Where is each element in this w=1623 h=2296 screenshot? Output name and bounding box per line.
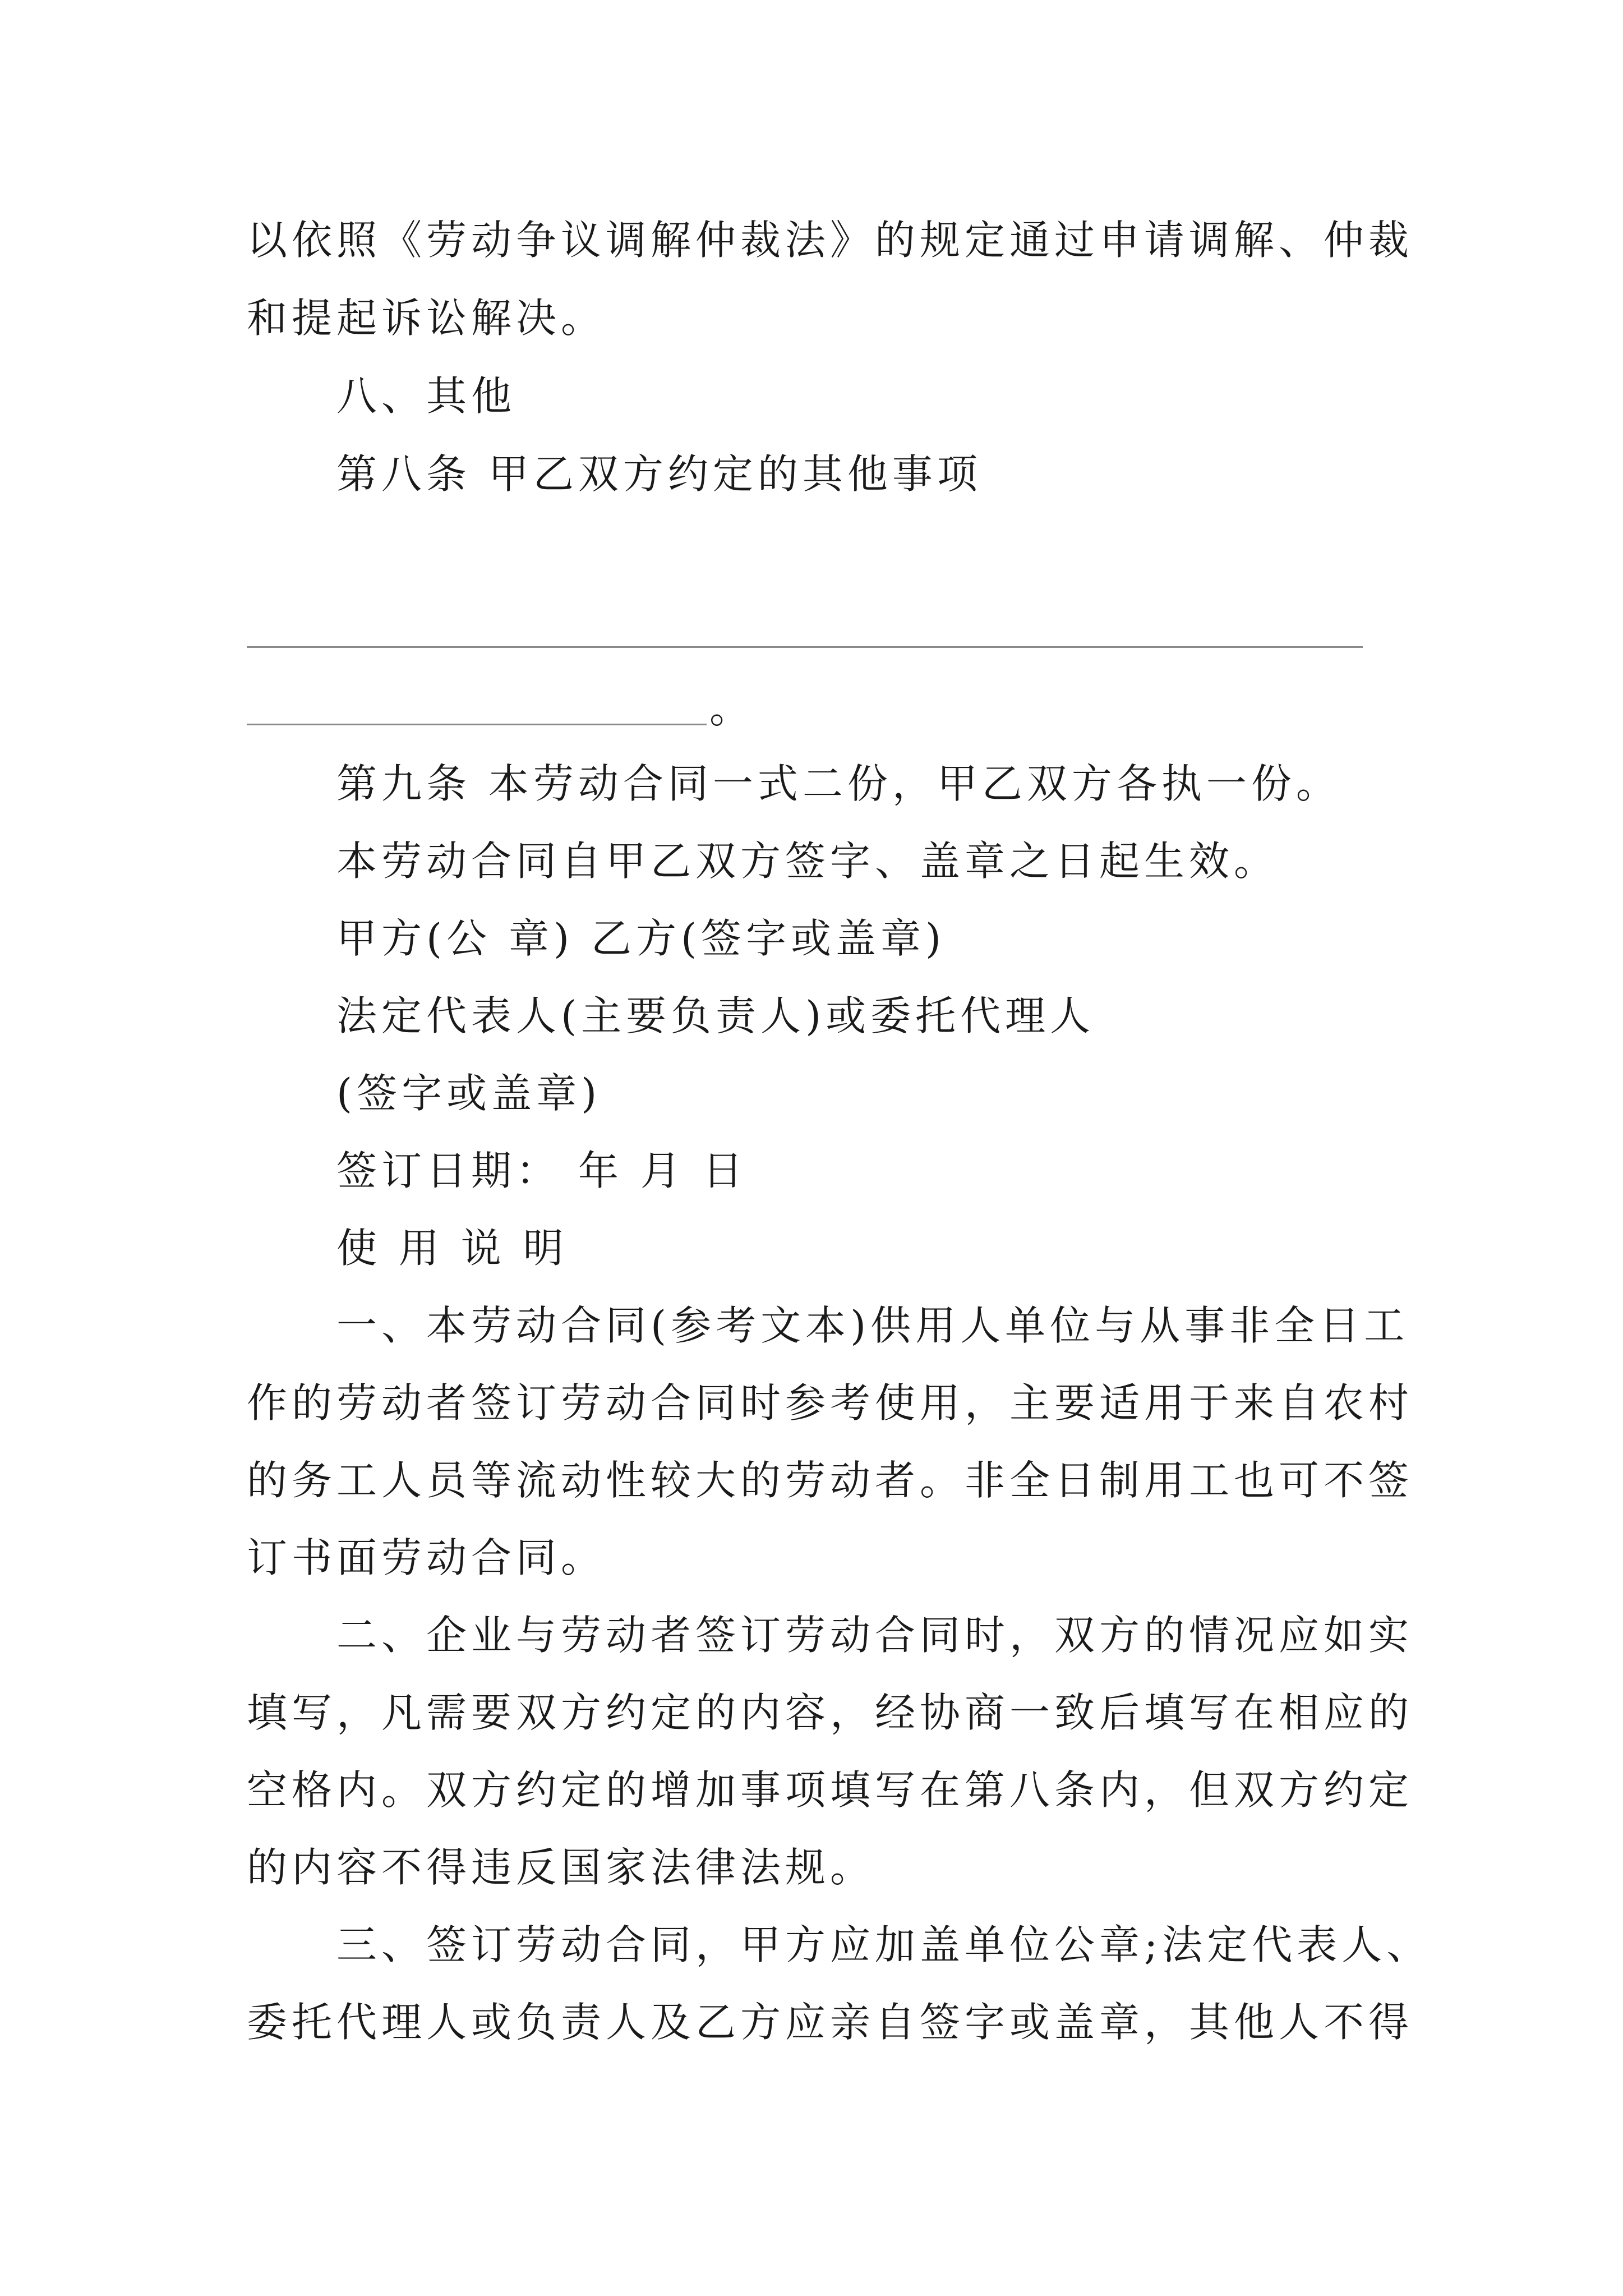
- paragraph-line: 的务工人员等流动性较大的劳动者。非全日制用工也可不签: [247, 1457, 1414, 1504]
- paragraph-line: 三、签订劳动合同，甲方应加盖单位公章;法定代表人、: [336, 1921, 1432, 1968]
- paragraph-line: 以依照《劳动争议调解仲裁法》的规定通过申请调解、仲裁: [247, 217, 1414, 264]
- signing-date-line: 签订日期： 年 月 日: [336, 1147, 748, 1194]
- blank-fill-line: [247, 646, 1363, 648]
- fill-line-period: 。: [709, 685, 750, 732]
- section-heading: 八、其他: [336, 372, 517, 420]
- paragraph-line: 空格内。双方约定的增加事项填写在第八条内，但双方约定: [247, 1766, 1414, 1814]
- paragraph-line: 和提起诉讼解决。: [247, 295, 606, 342]
- instructions-heading: 使 用 说 明: [336, 1225, 568, 1272]
- article-heading: 第八条 甲乙双方约定的其他事项: [336, 450, 982, 498]
- paragraph-line: 第九条 本劳动合同一式二份，甲乙双方各执一份。: [336, 760, 1341, 807]
- signature-block-line: 甲方(公 章) 乙方(签字或盖章): [336, 915, 946, 962]
- signature-block-line: 法定代表人(主要负责人)或委托代理人: [336, 992, 1095, 1039]
- blank-fill-line: [247, 724, 707, 725]
- paragraph-line: 的内容不得违反国家法律法规。: [247, 1844, 875, 1891]
- paragraph-line: 一、本劳动合同(参考文本)供用人单位与从事非全日工: [336, 1302, 1409, 1349]
- paragraph-line: 作的劳动者签订劳动合同时参考使用，主要适用于来自农村: [247, 1379, 1414, 1427]
- paragraph-line: 本劳动合同自甲乙双方签字、盖章之日起生效。: [336, 838, 1279, 885]
- paragraph-line: 填写，凡需要双方约定的内容，经协商一致后填写在相应的: [247, 1689, 1414, 1736]
- paragraph-line: 二、企业与劳动者签订劳动合同时，双方的情况应如实: [336, 1612, 1414, 1659]
- paragraph-line: 委托代理人或负责人及乙方应亲自签字或盖章，其他人不得: [247, 1999, 1414, 2046]
- signature-block-line: (签字或盖章): [336, 1070, 602, 1117]
- paragraph-line: 订书面劳动合同。: [247, 1534, 606, 1581]
